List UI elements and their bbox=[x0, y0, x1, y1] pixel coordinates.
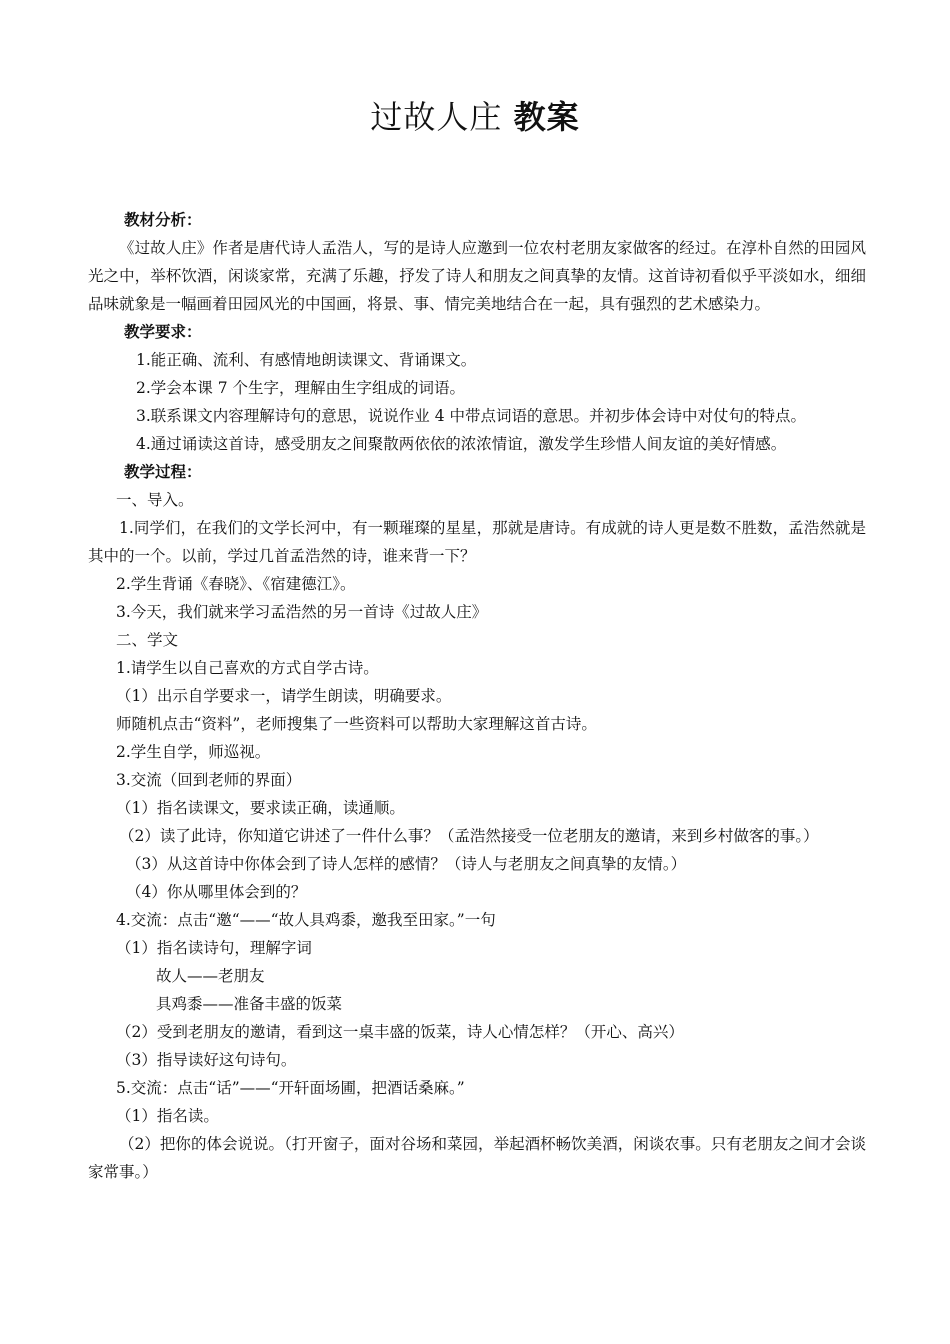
study-step-1: 1.请学生以自己喜欢的方式自学古诗。 bbox=[116, 659, 379, 677]
intro-step-3: 3.今天，我们就来学习孟浩然的另一首诗《过故人庄》 bbox=[116, 603, 488, 621]
study-step-5b: （2）把你的体会说说。（打开窗子，面对谷场和菜园，举起酒杯畅饮美酒，闲谈农事。只有老朋友之间才会谈家常事。） bbox=[88, 1135, 866, 1181]
title-suffix: 教案 bbox=[513, 98, 580, 136]
requirement-item-1: 1.能正确、流利、有感情地朗读课文、背诵课文。 bbox=[136, 351, 477, 369]
section-heading-requirements: 教学要求： bbox=[124, 322, 202, 341]
study-step-4b: （2）受到老朋友的邀请，看到这一桌丰盛的饭菜，诗人心情怎样？（开心、高兴） bbox=[116, 1023, 684, 1041]
title-main: 过故人庄 bbox=[370, 98, 503, 136]
requirement-item-3: 3.联系课文内容理解诗句的意思，说说作业 4 中带点词语的意思。并初步体会诗中对仗句的特点。 bbox=[136, 407, 807, 425]
section-heading-process: 教学过程： bbox=[124, 462, 202, 481]
intro-step-2: 2.学生背诵《春晓》、《宿建德江》。 bbox=[116, 575, 356, 593]
requirement-item-4: 4.通过诵读这首诗，感受朋友之间聚散两依依的浓浓情谊，激发学生珍惜人间友谊的美好情感。 bbox=[136, 435, 787, 453]
study-step-1b: 师随机点击“资料”，老师搜集了一些资料可以帮助大家理解这首古诗。 bbox=[116, 715, 597, 733]
intro-step-1: 1.同学们，在我们的文学长河中，有一颗璀璨的星星，那就是唐诗。有成就的诗人更是数不胜数，孟浩然就是其中的一个。以前，学过几首孟浩然的诗，谁来背一下？ bbox=[88, 519, 866, 565]
requirement-item-2: 2.学会本课 7 个生字，理解由生字组成的词语。 bbox=[136, 379, 466, 397]
study-step-3c: （3）从这首诗中你体会到了诗人怎样的感情？（诗人与老朋友之间真挚的友情。） bbox=[126, 855, 687, 873]
study-step-3b: （2）读了此诗，你知道它讲述了一件什么事？（孟浩然接受一位老朋友的邀请，来到乡村做客的事。） bbox=[119, 827, 819, 845]
study-step-2: 2.学生自学，师巡视。 bbox=[116, 743, 271, 761]
section-heading-analysis: 教材分析： bbox=[124, 210, 202, 229]
study-step-1a: （1）出示自学要求一，请学生朗读，明确要求。 bbox=[116, 687, 452, 705]
study-step-3a: （1）指名读课文，要求读正确，读通顺。 bbox=[116, 799, 405, 817]
study-step-3d: （4）你从哪里体会到的？ bbox=[126, 883, 307, 901]
study-step-5: 5.交流：点击“话”——“开轩面场圃，把酒话桑麻。” bbox=[116, 1079, 465, 1097]
study-step-4: 4.交流：点击“邀“——“故人具鸡黍，邀我至田家。”一句 bbox=[116, 911, 496, 929]
document-body bbox=[88, 206, 866, 1186]
analysis-paragraph: 《过故人庄》作者是唐代诗人孟浩人，写的是诗人应邀到一位农村老朋友家做客的经过。在淳朴自然的田园风光之中，举杯饮酒，闲谈家常，充满了乐趣，抒发了诗人和朋友之间真挚的友情。这首诗初看似乎平淡如水，细细品味就象是一幅画着田园风光的中国画，将景、事、情完美地结合在一起，具有强烈的艺术感染力。 bbox=[88, 239, 866, 313]
study-step-4c: （3）指导读好这句诗句。 bbox=[116, 1051, 297, 1069]
study-title: 二、学文 bbox=[116, 631, 179, 649]
document-title bbox=[0, 92, 950, 142]
intro-title: 一、导入。 bbox=[116, 491, 194, 509]
study-step-4a-word-2: 具鸡黍——准备丰盛的饭菜 bbox=[156, 995, 343, 1013]
study-step-4a-word-1: 故人——老朋友 bbox=[156, 967, 265, 985]
study-step-3: 3.交流（回到老师的界面） bbox=[116, 771, 302, 789]
study-step-4a: （1）指名读诗句，理解字词 bbox=[116, 939, 312, 957]
study-step-5a: （1）指名读。 bbox=[116, 1107, 219, 1125]
